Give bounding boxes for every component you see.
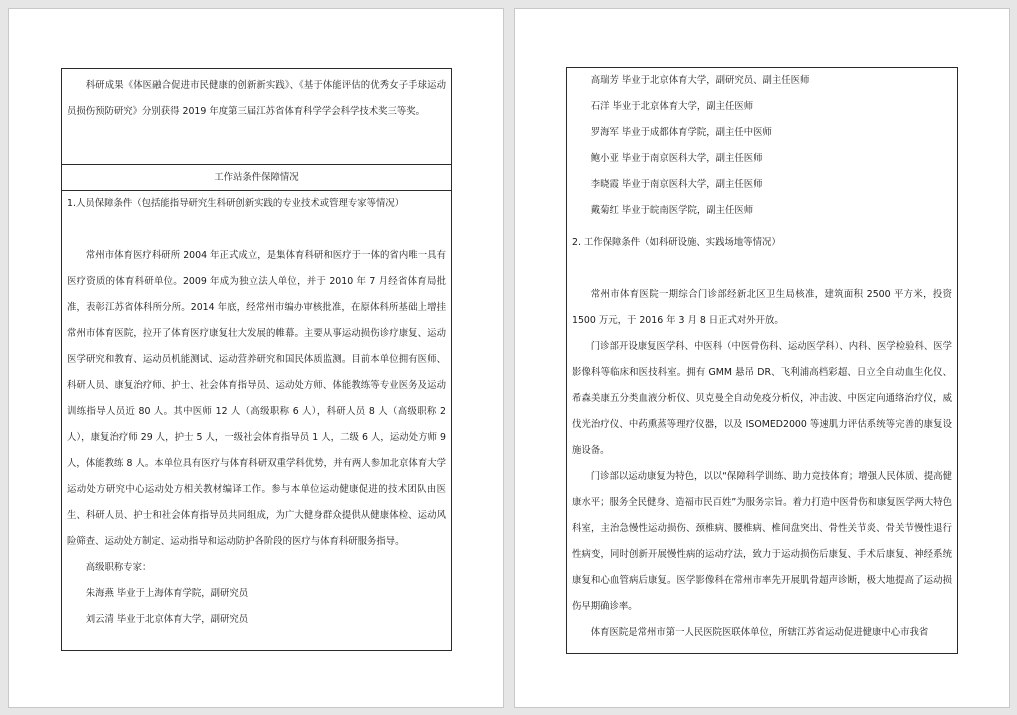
alliance-paragraph: 体育医院是常州市第一人民医院医联体单位，所辖江苏省运动促进健康中心市我省	[590, 627, 929, 638]
expert-line: 石洋 毕业于北京体育大学，副主任医师	[590, 101, 754, 112]
form-table	[61, 68, 452, 651]
expert-line: 高瑞芳 毕业于北京体育大学，副研究员、副主任医师	[590, 75, 810, 86]
rehab-paragraph: 门诊部以运动康复为特色，以以“保障科学训练、助力竞技体育；增强人民体质、提高健康水平；服务全民健身、造福市民百姓”为服务宗旨。着力打造中医骨伤和康复医学两大特色科室，主治急慢性运动损伤、颈椎病、腰椎病、椎间盘突出、骨性关节炎、骨关节慢性退行性病变，同时创新开展慢性病的运动疗法，致力于运动损伤后康复、手术后康复、神经系统康复和心血管病后康复。医学影像科在常州市率先开展肌骨超声诊断，极大地提高了运动损伤早期确诊率。	[572, 471, 952, 612]
personnel-title: 1.人员保障条件（包括能指导研究生科研创新实践的专业技术或管理专家等情况）	[67, 198, 405, 209]
departments-paragraph: 门诊部开设康复医学科、中医科（中医骨伤科、运动医学科）、内科、医学检验科、医学影像科等临床和医技科室。拥有 GMM 悬吊 DR、飞利浦高档彩超、日立全自动血生化仪、希森美康五分类血液分析仪、贝克曼全自动免疫分析仪，冲击波、中医定向通络治疗仪，威伐光治疗仪、中药熏蒸等理疗仪器，以及 ISOMED2000 等速肌力评估系统等完善的康复设施设备。	[572, 341, 952, 456]
achievement-text: 科研成果《体医融合促进市民健康的创新新实践》、《基于体能评估的优秀女子手球运动员损伤预防研究》分别获得 2019 年度第三届江苏省体育科学学会科学技术奖三等奖。	[67, 80, 446, 117]
senior-title-label: 高级职称专家：	[85, 562, 152, 573]
section-header-cell	[62, 164, 451, 190]
expert-line: 鲍小亚 毕业于南京医科大学，副主任医师	[590, 153, 763, 164]
personnel-cell	[62, 190, 451, 633]
document-page-2	[514, 8, 1010, 708]
expert-line: 罗海军 毕业于成都体育学院，副主任中医师	[590, 127, 772, 138]
expert-line: 朱海燕 毕业于上海体育学院，副研究员	[85, 588, 249, 599]
expert-line: 刘云清 毕业于北京体育大学，副研究员	[85, 614, 249, 625]
work-conditions-title: 2. 工作保障条件（如科研设施、实践场地等情况）	[572, 237, 781, 248]
expert-line: 李晓霞 毕业于南京医科大学，副主任医师	[590, 179, 763, 190]
continued-cell	[567, 68, 957, 646]
personnel-paragraph: 常州市体育医疗科研所 2004 年正式成立，是集体育科研和医疗于一体的省内唯一具有医疗资质的体育科研单位。2009 年成为独立法人单位，并于 2010 年 7 月经省体育局批准，表彰江苏省体科所分所。2014 年底，经常州市编办审核批准，在原体科所基础上增挂常州市体育医院，拉开了体育医疗康复壮大发展的帷幕。主要从事运动损伤诊疗康复、运动医学研究和教育、运动员机能测试、运动营养研究和国民体质监测。目前本单位拥有医师、科研人员、康复治疗师、护士、社会体育指导员、运动处方师、体能教练等专业医务及运动训练指导人员近 80 人。其中医师 12 人（高级职称 6 人），科研人员 8 人（高级职称 2 人），康复治疗师 29 人，护士 5 人，一级社会体育指导员 1 人，二级 6 人，运动处方师 9 人，体能教练 8 人。本单位具有医疗与体育科研双重学科优势，并有两人参加北京体育大学运动处方研究中心运动处方相关教材编译工作。参与本单位运动健康促进的技术团队由医生、科研人员、护士和社会体育指导员共同组成，为广大健身群众提供从健康体检、运动风险筛查、运动处方制定、运动指导和运动防护各阶段的医疗与体育科研服务指导。	[67, 250, 446, 547]
facility-paragraph: 常州市体育医院一期综合门诊部经新北区卫生局核准，建筑面积 2500 平方米，投资 1500 万元，于 2016 年 3 月 8 日正式对外开放。	[572, 289, 952, 326]
form-table-continued	[566, 67, 958, 654]
achievement-cell	[62, 69, 451, 164]
section-header: 工作站条件保障情况	[214, 172, 299, 183]
expert-line: 戴菊红 毕业于皖南医学院，副主任医师	[590, 205, 754, 216]
document-page-1	[8, 8, 504, 708]
